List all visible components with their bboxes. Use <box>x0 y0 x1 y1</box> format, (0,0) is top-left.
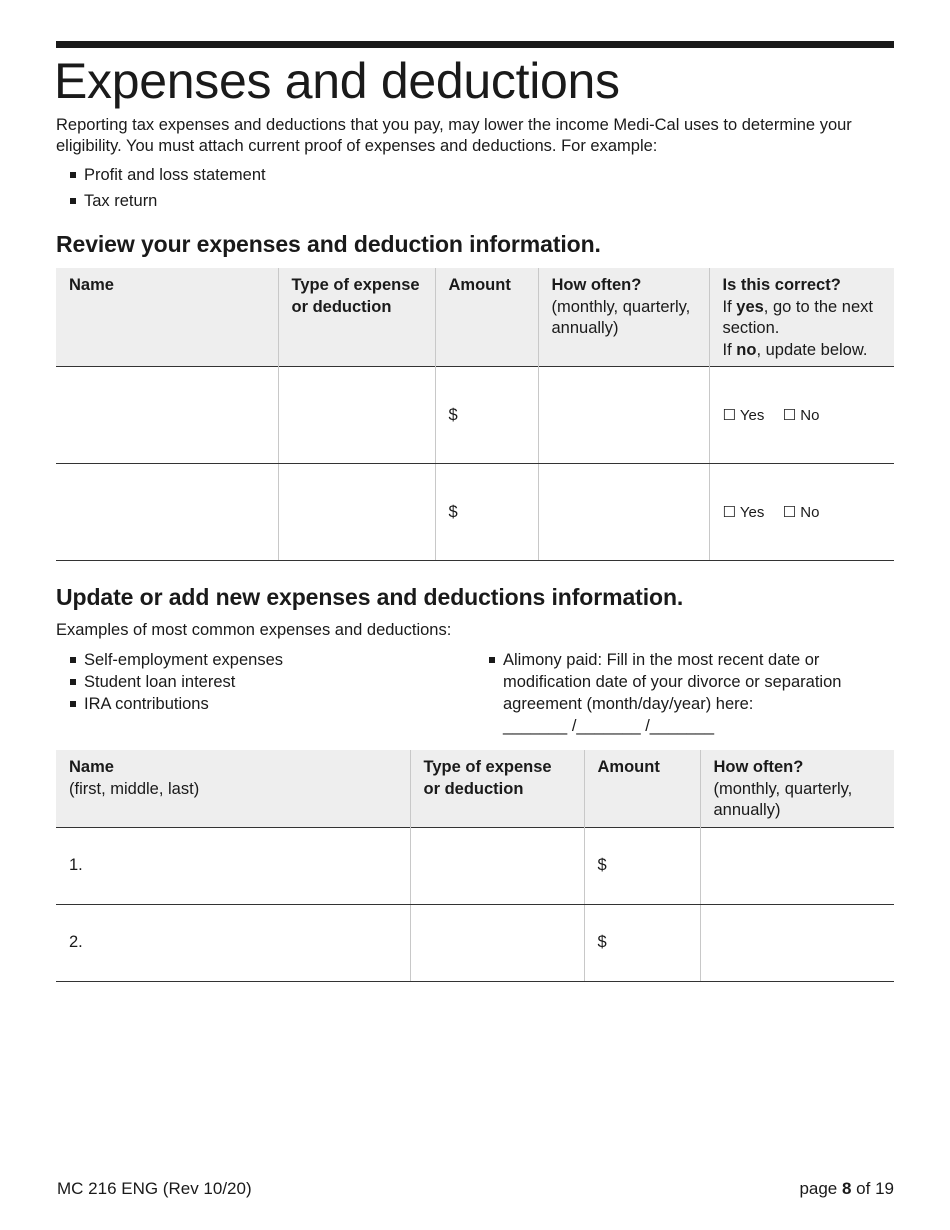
col-header-amount: Amount <box>435 268 538 367</box>
amount-cell[interactable]: $ <box>584 904 700 981</box>
table-row <box>56 367 894 464</box>
col-header-correct: Is this correct? If yes, go to the next section. If no, update below. <box>709 268 894 367</box>
name-cell[interactable]: 2. <box>56 904 410 981</box>
intro-text: Reporting tax expenses and deductions that you pay, may lower the income Medi-Cal uses to determine your eligibility. You must attach current proof of expenses and deductions. For example: <box>56 116 852 155</box>
page-title: Expenses and deductions <box>54 53 620 109</box>
correct-cell <box>709 367 894 464</box>
table-row <box>56 827 894 904</box>
col-header-name: Name (first, middle, last) <box>56 750 410 827</box>
review-table <box>56 268 894 561</box>
list-item: Alimony paid: Fill in the most recent date or modification date of your divorce or separation agreement (month/day/year) here: <box>489 649 889 715</box>
list-item: Student loan interest <box>70 671 283 693</box>
yes-checkbox[interactable]: ☐ Yes <box>722 503 765 521</box>
square-bullet-icon <box>70 657 76 663</box>
correct-cell <box>709 464 894 561</box>
page-number: page 8 of 19 <box>799 1179 894 1198</box>
examples-list-right <box>489 649 889 737</box>
table-row <box>56 904 894 981</box>
how-often-cell[interactable] <box>700 827 894 904</box>
table-row <box>56 464 894 561</box>
list-item: Tax return <box>70 188 266 214</box>
square-bullet-icon <box>70 701 76 707</box>
type-cell[interactable] <box>278 464 435 561</box>
square-bullet-icon <box>70 679 76 685</box>
list-item: IRA contributions <box>70 693 283 715</box>
name-cell[interactable] <box>56 367 278 464</box>
how-often-cell[interactable] <box>538 367 709 464</box>
top-rule <box>56 41 894 48</box>
form-id: MC 216 ENG (Rev 10/20) <box>57 1179 252 1198</box>
review-heading: Review your expenses and deduction information. <box>56 231 601 257</box>
type-cell[interactable] <box>278 367 435 464</box>
col-header-type: Type of expense or deduction <box>410 750 584 827</box>
examples-list-left <box>70 649 283 715</box>
how-often-cell[interactable] <box>538 464 709 561</box>
amount-cell[interactable]: $ <box>435 464 538 561</box>
no-checkbox[interactable]: ☐ No <box>782 406 820 424</box>
col-header-amount: Amount <box>584 750 700 827</box>
col-header-name: Name <box>56 268 278 367</box>
no-checkbox[interactable]: ☐ No <box>782 503 820 521</box>
col-header-type: Type of expense or deduction <box>278 268 435 367</box>
examples-label: Examples of most common expenses and deductions: <box>56 621 452 639</box>
type-cell[interactable] <box>410 827 584 904</box>
alimony-date-field[interactable]: _______ /_______ /_______ <box>503 717 715 735</box>
type-cell[interactable] <box>410 904 584 981</box>
name-cell[interactable]: 1. <box>56 827 410 904</box>
update-table <box>56 750 894 982</box>
col-header-how-often: How often? (monthly, quarterly, annually) <box>538 268 709 367</box>
square-bullet-icon <box>489 657 495 663</box>
list-item: Profit and loss statement <box>70 162 266 188</box>
list-item: Self-employment expenses <box>70 649 283 671</box>
amount-cell[interactable]: $ <box>584 827 700 904</box>
intro-bullet-list <box>70 162 266 214</box>
amount-cell[interactable]: $ <box>435 367 538 464</box>
name-cell[interactable] <box>56 464 278 561</box>
square-bullet-icon <box>70 198 76 204</box>
square-bullet-icon <box>70 172 76 178</box>
how-often-cell[interactable] <box>700 904 894 981</box>
yes-checkbox[interactable]: ☐ Yes <box>722 406 765 424</box>
update-heading: Update or add new expenses and deductions information. <box>56 584 684 610</box>
col-header-how-often: How often? (monthly, quarterly, annually) <box>700 750 894 827</box>
